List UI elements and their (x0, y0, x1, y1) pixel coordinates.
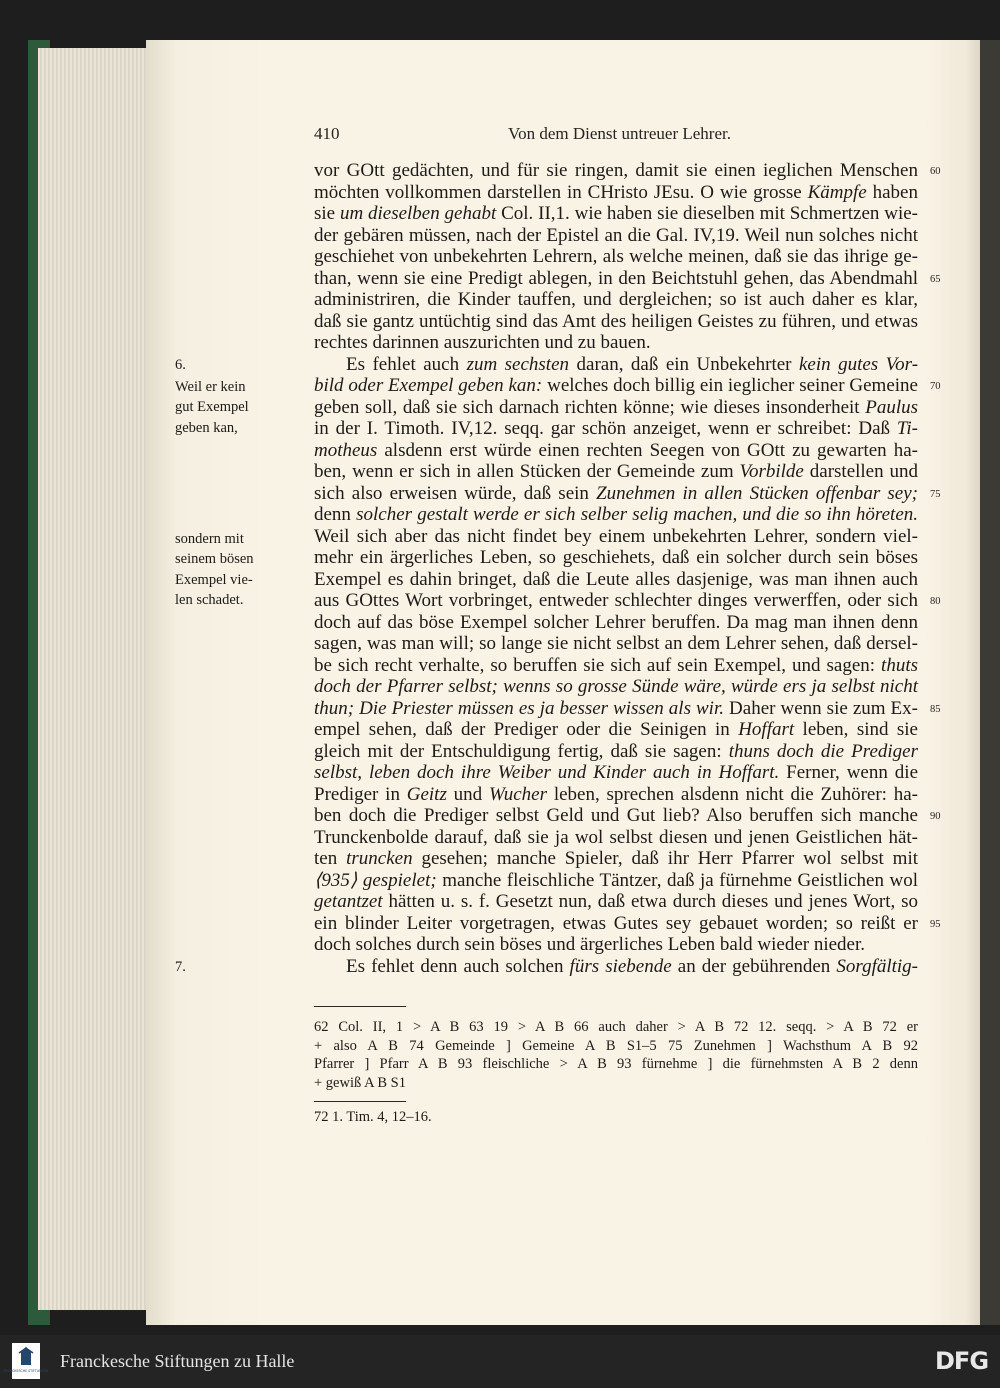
margin-note-line: geben kan, (175, 419, 238, 436)
text-span: möchten vollkommen darstellen in CHristo JEsu. O wie grosse (314, 181, 808, 203)
text-span: geschiehet von unbekehrten Lehrern, als welche meinen, daß sie das ihrige ge- (314, 246, 918, 267)
text-span: Col. II,1. wie haben sie dieselben mit Schmertzen wie- (496, 203, 919, 224)
text-span: welches doch billig ein ieglicher seiner Gemeine (542, 375, 918, 396)
page-edges (38, 48, 148, 1310)
text-span: gleich mit der Entschuldigung fertig, daß sie sagen: (314, 740, 729, 762)
text-line (314, 354, 918, 376)
line-number: 90 (930, 811, 941, 822)
margin-note-number: 6. (175, 356, 186, 373)
line-number: 65 (930, 273, 941, 285)
viewer-footer-bar (0, 1335, 1000, 1388)
text-line (314, 569, 918, 591)
text-line (314, 612, 918, 634)
text-line (314, 311, 918, 333)
text-span: vor GOtt gedächten, und für sie ringen, damit sie einen ieglichen Menschen (314, 160, 918, 181)
italic-text: truncken (346, 848, 413, 869)
text-line (314, 698, 918, 720)
running-head: Von dem Dienst untreuer Lehrer. (508, 124, 731, 143)
text-span: doch solches durch sein böses und ärgerliches Leben bald wieder nieder. (314, 934, 865, 955)
text-line (314, 289, 918, 311)
text-span: doch auf das böse Exempel solcher Lehrer beruffen. Da mag man ihnen denn (314, 611, 918, 633)
italic-text: solcher gestalt werde er sich selber selig machen, und die so ihn höreten. (356, 504, 918, 525)
apparatus-rule (314, 1006, 406, 1007)
italic-text: kein gutes Vor- (798, 353, 919, 375)
text-span: Prediger in (314, 783, 407, 805)
page-number: 410 (314, 124, 340, 143)
text-span: in der I. Timoth. IV,12. seqq. gar schön anzeiget, wenn er schreibet: Daß (314, 418, 897, 439)
text-line (314, 504, 918, 526)
line-number: 80 (930, 596, 941, 607)
text-span: rechtes darinnen auszurichten und zu bauen. (314, 332, 651, 353)
text-line (314, 440, 918, 462)
text-span: Trunckenbolde darauf, daß sie ja wol selbst diesen und jenen Geistlichen hät- (314, 826, 918, 848)
text-span: darstellen und (803, 461, 918, 482)
text-line (314, 268, 918, 290)
text-line (314, 397, 918, 419)
line-number: 70 (930, 381, 941, 392)
text-span: Es fehlet auch (346, 353, 467, 375)
text-span: Weil sich aber das nicht findet bey einem unbekehrten Lehrer, sondern viel- (314, 525, 918, 547)
text-span: manche fleischliche Täntzer, daß ja fürnehme Geistlichen wol (436, 869, 918, 891)
text-span: an der gebührenden (671, 955, 837, 977)
text-line (314, 225, 918, 247)
text-line (314, 160, 918, 182)
facing-page-edge (980, 40, 1000, 1325)
text-line (314, 891, 918, 913)
text-span: sagen, was man will; so lange sie nicht selbst an dem Lehrer sehen, daß dersel- (314, 633, 918, 654)
text-line (314, 547, 918, 569)
apparatus-line: + also A B 74 Gemeinde ] Gemeine A B S1–5 75 Zunehmen ] Wachsthum A B 92 (314, 1037, 918, 1054)
apparatus-line: 62 Col. II, 1 > A B 63 19 > A B 66 auch daher > A B 72 12. seqq. > A B 72 er (314, 1019, 918, 1035)
text-line (314, 934, 918, 956)
text-line (314, 956, 918, 978)
text-line (314, 870, 918, 892)
text-span: administriren, die Kinder tauffen, und dergleichen; so ist auch daher es klar, (314, 289, 918, 310)
text-span: than, wenn sie eine Predigt ablegen, in den Beichtstuhl gehen, das Abendmahl (314, 267, 918, 289)
italic-text: fürs siebende (569, 955, 672, 977)
margin-note-line: gut Exempel (175, 399, 249, 415)
text-line (314, 784, 918, 806)
italic-text: Geitz (406, 783, 447, 805)
italic-text: Wucher (488, 783, 548, 805)
text-line (314, 719, 918, 741)
text-span: ben, wenn er sich in allen Stücken der Gemeinde zum (314, 461, 740, 482)
text-span: der gebären müssen, nach der Epistel an die Gal. IV,19. Weil nun solches nicht (314, 224, 918, 246)
margin-note-line: len schadet. (175, 592, 244, 608)
text-span: denn (314, 504, 357, 525)
text-span: daran, daß ein Unbekehrter (569, 353, 799, 375)
text-span: empel sehen, daß der Prediger oder die Seinigen in (314, 719, 739, 740)
text-line (314, 418, 918, 440)
margin-note-number: 7. (175, 958, 186, 975)
margin-note-line: Exempel vie- (175, 571, 253, 588)
critical-apparatus (314, 1018, 918, 1092)
italic-text: zum sechsten (466, 353, 570, 375)
italic-text: Paulus (865, 396, 918, 418)
text-line (314, 676, 918, 698)
text-line (314, 827, 918, 849)
text-span: geben soll, daß sie sich darnach richten könne; wie dieses insonderheit (314, 396, 866, 418)
text-line (314, 332, 918, 354)
logo-caption: FRANCKESCHE STIFTUNGEN (3, 1369, 49, 1373)
line-number: 60 (930, 166, 941, 177)
franckesche-stiftungen-logo-icon (3, 1343, 49, 1379)
italic-text: thun; Die Priester müssen es ja besser wissen als wir. (314, 697, 724, 719)
italic-text: Sorgfältig- (836, 955, 919, 977)
text-line (314, 741, 918, 763)
italic-text: Ti- (896, 418, 918, 439)
text-line (314, 805, 918, 827)
italic-text: ⟨935⟩ gespielet; (314, 869, 437, 891)
text-span: und (446, 783, 489, 805)
italic-text: selbst, leben doch ihre Weiber und Kinder auch in Hoffart. (314, 762, 780, 783)
margin-note-line: seinem bösen (175, 551, 254, 567)
italic-text: Kämpfe (807, 181, 867, 203)
text-line (314, 913, 918, 935)
commentary-notes (314, 1108, 432, 1127)
text-span: daß sie gantz untüchtig sind das Amt des heiligen Geistes zu führen, und etwas (314, 310, 918, 332)
italic-text: thuns doch die Prediger (728, 740, 918, 762)
text-line (314, 182, 918, 204)
text-line (314, 375, 918, 397)
italic-text: doch der Pfarrer selbst; wenns so grosse Sünde wäre, würde ers ja selbst nicht (314, 676, 918, 697)
italic-text: getantzet (314, 891, 383, 912)
text-span: ten (314, 848, 347, 869)
text-line (314, 590, 918, 612)
text-line (314, 848, 918, 870)
main-text-block (314, 160, 918, 977)
text-span: Daher wenn sie zum Ex- (724, 697, 918, 719)
italic-text: Vorbilde (739, 461, 804, 482)
italic-text: Hoffart (738, 719, 795, 740)
text-line (314, 526, 918, 548)
text-span: mehr ein ärgerliches Leben, so geschiehets, daß ein solcher durch sein böses (314, 547, 918, 568)
italic-text: motheus (314, 439, 378, 461)
italic-text: thuts (881, 654, 918, 676)
italic-text: um dieselben gehabt (339, 203, 497, 224)
text-line (314, 655, 918, 677)
text-span: Ferner, wenn die (779, 762, 918, 783)
text-line (314, 246, 918, 268)
line-number: 85 (930, 703, 941, 715)
text-line (314, 633, 918, 655)
text-span: Exempel es dahin bringet, daß die Leute alles dasjenige, was man ihnen auch (314, 568, 918, 590)
text-span: aus GOttes Wort vorbringet, entweder schlechter dinges verwerffen, oder sich (314, 590, 918, 611)
text-span: leben, sind sie (794, 719, 918, 740)
line-number: 95 (930, 918, 941, 930)
text-line (314, 203, 918, 225)
dfg-logo: DFG (935, 1347, 989, 1375)
text-span: hätten u. s. f. Gesetzt nun, daß etwa durch dieses und jenes Wort, so (382, 891, 918, 912)
italic-text: Zunehmen in allen Stücken offenbar sey; (596, 482, 918, 504)
margin-note-line: sondern mit (175, 530, 244, 547)
apparatus-line: + gewiß A B S1 (314, 1074, 406, 1091)
margin-note-line: Weil er kein (175, 378, 246, 395)
text-line (314, 483, 918, 505)
text-span: gesehen; manche Spieler, daß ihr Herr Pfarrer wol selbst mit (412, 848, 919, 869)
text-line (314, 461, 918, 483)
text-span: sich also erweisen würde, daß sein (314, 482, 597, 504)
notes-rule (314, 1101, 406, 1102)
text-span: ein blinder Leiter vorgetragen, etwas Gutes sey gebauet worden; so reißt er (314, 912, 918, 934)
text-span: alsdenn erst würde einen rechten Seegen von GOtt zu gewarten ha- (377, 439, 918, 461)
text-span: Es fehlet denn auch solchen (346, 955, 570, 977)
text-span: ben doch die Prediger selbst Geld und Gut lieb? Also beruffen sich manche (314, 805, 918, 826)
text-span: leben, sprechen alsdenn nicht die Zuhörer: ha- (547, 783, 919, 805)
text-span: be sich recht verhalte, so beruffen sie sich auf sein Exempel, und sagen: (314, 654, 882, 676)
institution-name: Franckesche Stiftungen zu Halle (60, 1351, 295, 1371)
line-number: 75 (930, 488, 941, 500)
note-line: 72 1. Tim. 4, 12–16. (314, 1109, 432, 1125)
italic-text: bild oder Exempel geben kan: (314, 375, 543, 396)
text-span: sie (314, 203, 340, 224)
text-line (314, 762, 918, 784)
text-span: haben (866, 181, 918, 203)
apparatus-line: Pfarrer ] Pfarr A B 93 fleischliche > A B 93 fürnehme ] die fürnehmsten A B 2 denn (314, 1056, 918, 1072)
